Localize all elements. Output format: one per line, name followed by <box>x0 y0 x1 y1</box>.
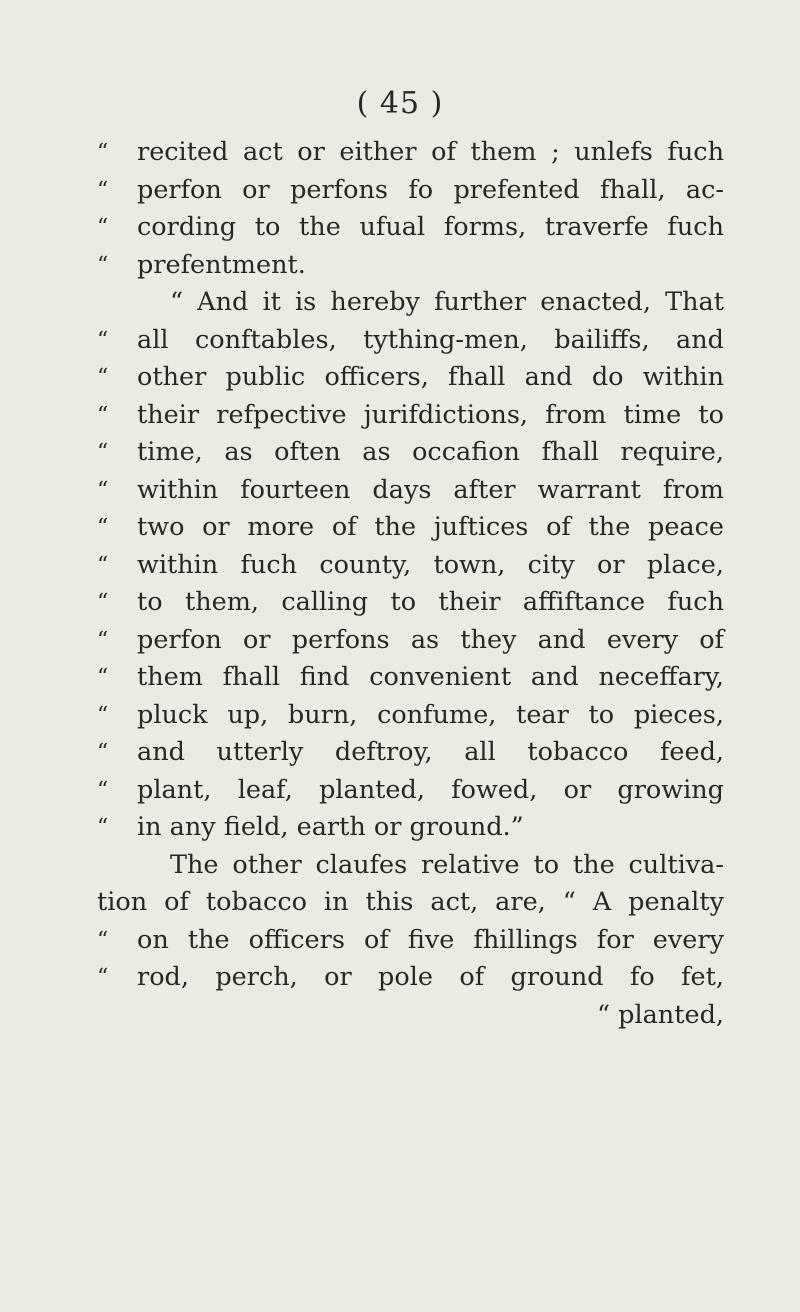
quote-mark: “ <box>97 140 109 165</box>
line-text: plant, leaf, planted, fowed, or growing <box>137 774 724 805</box>
quote-mark: “ <box>97 702 109 728</box>
line-text: perfon or perfons as they and every of <box>137 624 724 655</box>
page-number: ( 45 ) <box>356 86 444 121</box>
line-text: their refpective jurifdictions, from time to <box>137 399 724 430</box>
quote-mark: “ <box>97 965 109 990</box>
text-line <box>0 734 800 772</box>
text-line <box>0 322 800 360</box>
quote-mark: “ <box>97 402 109 428</box>
line-text: The other claufes relative to the cultiva- <box>170 849 724 880</box>
text-line <box>0 622 800 660</box>
text-line <box>0 809 800 847</box>
line-text: rod, perch, or pole of ground fo fet, <box>137 962 724 992</box>
quote-mark: “ <box>97 365 109 390</box>
body-text <box>0 134 800 1034</box>
text-line <box>0 922 800 960</box>
line-text: “ planted, <box>596 999 724 1030</box>
text-line <box>0 772 800 810</box>
line-text: “ And it is hereby further enacted, That <box>170 287 724 317</box>
text-line <box>0 547 800 585</box>
line-text: within fourteen days after warrant from <box>137 474 724 505</box>
text-line <box>0 884 800 922</box>
line-text: two or more of the juftices of the peace <box>137 512 724 542</box>
line-text: cording to the ufual forms, traverfe fuch <box>137 212 724 242</box>
line-text: prefentment. <box>137 249 306 280</box>
quote-mark: “ <box>97 477 109 503</box>
line-text: pluck up, burn, confume, tear to pieces, <box>137 699 724 730</box>
line-text: all conftables, tything-men, bailiffs, and <box>137 324 724 355</box>
text-line <box>0 397 800 435</box>
quote-mark: “ <box>97 927 109 953</box>
line-text: in any field, earth or ground.” <box>137 812 524 842</box>
line-text: tion of tobacco in this act, are, “ A penalty <box>97 887 724 917</box>
text-line <box>0 847 800 885</box>
quote-mark: “ <box>97 590 109 615</box>
text-line <box>0 472 800 510</box>
text-line <box>0 697 800 735</box>
text-line <box>0 134 800 172</box>
line-text: to them, calling to their affiftance fuch <box>137 587 724 617</box>
text-line <box>0 284 800 322</box>
text-line <box>0 434 800 472</box>
text-line <box>0 509 800 547</box>
quote-mark: “ <box>97 440 109 465</box>
quote-mark: “ <box>97 815 109 840</box>
text-line <box>0 209 800 247</box>
line-text: within fuch county, town, city or place, <box>137 549 724 580</box>
quote-mark: “ <box>97 177 109 203</box>
quote-mark: “ <box>97 215 109 240</box>
text-line <box>0 997 800 1035</box>
quote-mark: “ <box>97 327 109 353</box>
text-line <box>0 959 800 997</box>
text-line <box>0 247 800 285</box>
line-text: and utterly deftroy, all tobacco feed, <box>137 737 724 767</box>
quote-mark: “ <box>97 252 109 278</box>
quote-mark: “ <box>97 515 109 540</box>
line-text: on the officers of five fhillings for every <box>137 924 724 955</box>
line-text: other public officers, fhall and do within <box>137 362 724 392</box>
line-text: time, as often as occafion fhall require, <box>137 437 724 467</box>
text-line <box>0 172 800 210</box>
quote-mark: “ <box>97 740 109 765</box>
line-text: recited act or either of them ; unlefs fuch <box>137 137 724 167</box>
line-text: them fhall find convenient and neceffary, <box>137 662 724 692</box>
text-line <box>0 359 800 397</box>
quote-mark: “ <box>97 552 109 578</box>
text-line <box>0 584 800 622</box>
line-text: perfon or perfons fo prefented fhall, ac- <box>137 174 724 205</box>
quote-mark: “ <box>97 627 109 653</box>
quote-mark: “ <box>97 777 109 803</box>
text-line <box>0 659 800 697</box>
quote-mark: “ <box>97 665 109 690</box>
